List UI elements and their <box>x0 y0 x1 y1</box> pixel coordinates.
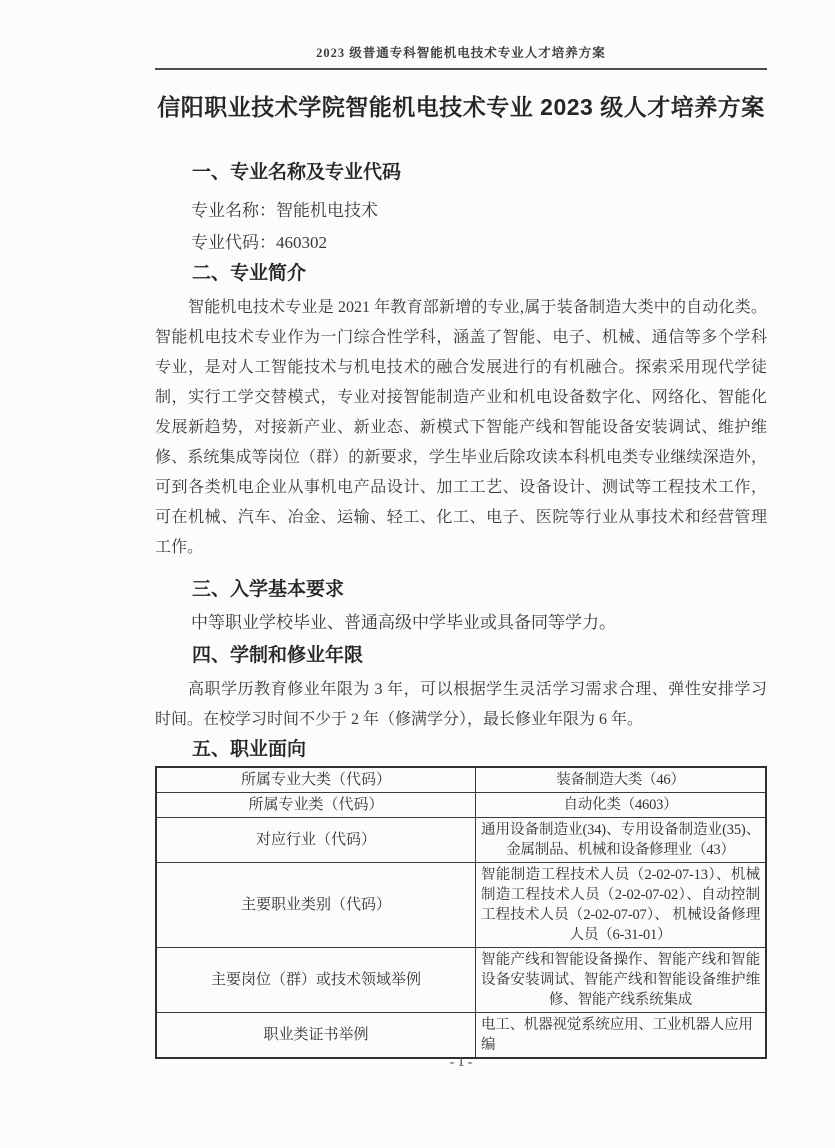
paragraph-line: 修、系统集成等岗位（群）的新要求，学生毕业后除攻读本科机电类专业继续深造外， <box>155 449 767 466</box>
paragraph-line: 专业，是对人工智能技术与机电技术的融合发展进行的有机融合。探索采用现代学徒 <box>155 359 767 376</box>
intro-paragraph <box>155 293 767 563</box>
table-row <box>156 767 766 793</box>
table-row <box>156 1013 766 1059</box>
entry-requirement-line: 中等职业学校毕业、普通高级中学毕业或具备同等学力。 <box>191 613 616 632</box>
table-row <box>156 818 766 863</box>
table-row <box>156 793 766 818</box>
section-heading-5: 五、职业面向 <box>192 739 307 760</box>
table-row <box>156 948 766 1013</box>
table-value-cell: 电工、机器视觉系统应用、工业机器人应用编 <box>476 1013 767 1059</box>
career-orientation-table <box>155 766 767 1059</box>
page-content <box>155 0 767 1059</box>
paragraph-line: 智能机电技术专业是 2021 年教育部新增的专业,属于装备制造大类中的自动化类。 <box>188 299 767 316</box>
major-name-line: 专业名称：智能机电技术 <box>191 201 378 220</box>
duration-paragraph <box>155 675 767 735</box>
paragraph-line: 工作。 <box>155 539 204 556</box>
document-title: 信阳职业技术学院智能机电技术专业 2023 级人才培养方案 <box>157 94 765 120</box>
table-label-cell: 所属专业类（代码） <box>156 793 476 818</box>
table-value-cell: 通用设备制造业(34)、专用设备制造业(35)、金属制品、机械和设备修理业（43） <box>476 818 767 863</box>
table-label-cell: 主要职业类别（代码） <box>156 863 476 948</box>
table-value-cell: 智能制造工程技术人员（2-02-07-13）、机械制造工程技术人员（2-02-07-02）、自动控制工程技术人员（2-02-07-07）、 机械设备修理人员（6-31-01） <box>476 863 767 948</box>
table-row <box>156 863 766 948</box>
section-heading-2: 二、专业简介 <box>192 263 307 284</box>
paragraph-line: 发展新趋势，对接新产业、新业态、新模式下智能产线和智能设备安装调试、维护维 <box>155 419 767 436</box>
table-label-cell: 职业类证书举例 <box>156 1013 476 1059</box>
career-table-body <box>156 767 766 1058</box>
table-value-cell: 智能产线和智能设备操作、智能产线和智能设备安装调试、智能产线和智能设备维护维修、智能产线系统集成 <box>476 948 767 1013</box>
table-label-cell: 对应行业（代码） <box>156 818 476 863</box>
header-rule <box>155 68 767 70</box>
paragraph-line: 制，实行工学交替模式，专业对接智能制造产业和机电设备数字化、网络化、智能化 <box>155 389 767 406</box>
page-number: - 1 - <box>449 1054 473 1069</box>
major-code-line: 专业代码：460302 <box>191 233 327 252</box>
table-value-cell: 自动化类（4603） <box>476 793 767 818</box>
section-heading-4: 四、学制和修业年限 <box>192 645 364 666</box>
section-heading-1: 一、专业名称及专业代码 <box>192 162 402 183</box>
running-header: 2023 级普通专科智能机电技术专业人才培养方案 <box>316 46 606 60</box>
section-heading-3: 三、入学基本要求 <box>192 579 345 600</box>
table-value-cell: 装备制造大类（46） <box>476 767 767 793</box>
paragraph-line: 可到各类机电企业从事机电产品设计、加工工艺、设备设计、测试等工程技术工作， <box>155 479 767 496</box>
paragraph-line: 高职学历教育修业年限为 3 年，可以根据学生灵活学习需求合理、弹性安排学习 <box>188 681 767 698</box>
paragraph-line: 时间。在校学习时间不少于 2 年（修满学分），最长修业年限为 6 年。 <box>155 711 644 728</box>
paragraph-line: 可在机械、汽车、冶金、运输、轻工、化工、电子、医院等行业从事技术和经营管理 <box>155 509 767 526</box>
table-label-cell: 所属专业大类（代码） <box>156 767 476 793</box>
paragraph-line: 智能机电技术专业作为一门综合性学科，涵盖了智能、电子、机械、通信等多个学科 <box>155 329 767 346</box>
table-label-cell: 主要岗位（群）或技术领域举例 <box>156 948 476 1013</box>
